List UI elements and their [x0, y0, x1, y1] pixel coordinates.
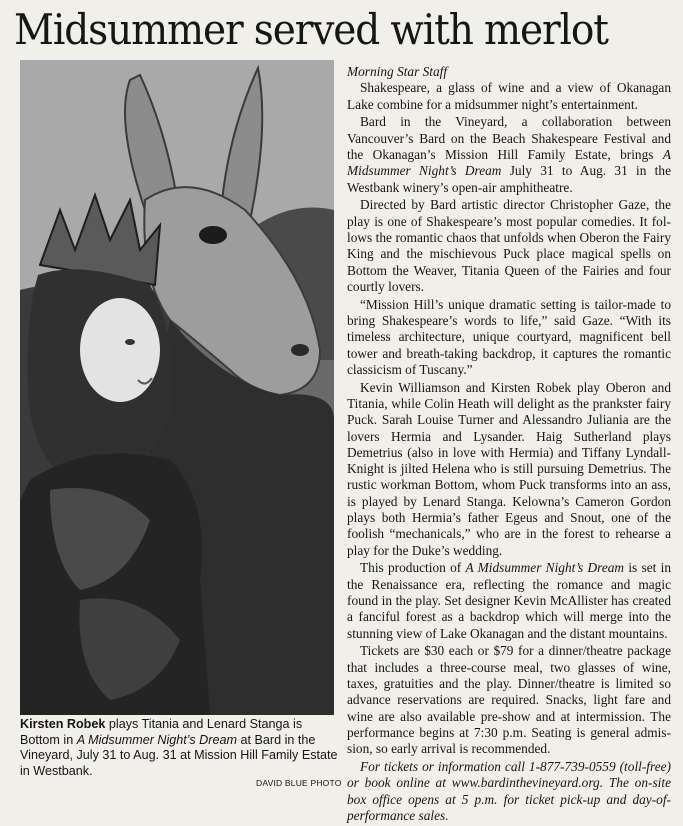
caption-text-post: at Bard in the Vineyard, July 31 to Aug. 31 at Mission Hill Family Estate in Westbank. [20, 732, 338, 778]
article-photo [20, 60, 334, 715]
caption-play-title: A Midsummer Night’s Dream [76, 732, 237, 747]
p2-play-title: A Midsummer Night’s Dream [347, 146, 671, 179]
byline: Morning Star Staff [347, 64, 448, 79]
photo-credit: DAVID BLUE PHOTO [256, 778, 342, 788]
paragraph-3: Directed by Bard artistic director Christopher Gaze, the play is one of Shakespeare’s most popular comedies. It follows the romantic chaos that unfolds when Oberon the Fairy King and the mischievous Puck place magical spells on Bottom the Weaver, Titania Queen of the Fairies and four courtly lovers. [347, 197, 671, 294]
caption-name: Kirsten Robek [20, 717, 106, 731]
p2-text-post: July 31 to Aug. 31 in the Westbank winery’s open-air amphitheatre. [347, 163, 671, 195]
article-body [347, 64, 671, 826]
paragraph-2 [347, 114, 671, 195]
headline: Midsummer served with merlot [14, 5, 608, 54]
p6-text-pre: This production of [360, 560, 466, 576]
paragraph-4: “Mission Hill’s unique dramatic setting is tailor-made to bring Shakespeare’s words to life,” said Gaze. “With its timeless architecture, unique courtyard, magnificent bell tower and breath-taking backdrop, it captures the romantic classicism of Tuscany.” [347, 296, 671, 377]
photo-caption [20, 717, 338, 779]
paragraph-7: Tickets are $30 each or $79 for a dinner/theatre package that includes a three-course meal, two glasses of wine, taxes, gratuities and the play. Dinner/theatre is limited so advance reservations are required. Snacks, light fare and wine are also available pre-show and at intermission. The performance begins at 7:30 p.m. Seating is general admission, so early arrival is recommended. [347, 643, 671, 757]
titania-and-bottom-photo [20, 60, 334, 715]
ticket-info-paragraph: For tickets or information call 1-877-739-0559 (toll-free) or book online at www.bardinthevineyard.org. The on-site box office opens at 5 p.m. for ticket pick-up and day-of-performance sales. [347, 758, 671, 823]
caption-text-pre: plays Titania and Lenard Stanga is Bottom in [20, 717, 303, 747]
p6-text-post: is set in the Renaissance era, reflecting the romance and magic found in the play. Set designer Kevin McAllister has created a fanciful forest as a backdrop which will merge into the stunning view of Lake Okanagan and the distant mountains. [347, 560, 671, 641]
paragraph-6 [347, 560, 671, 641]
p2-text-pre: Bard in the Vineyard, a collaboration between Vancouver’s Bard on the Beach Shakespeare Festival and the Okanagan’s Mission Hill Family Estate, brings [347, 114, 671, 162]
paragraph-5: Kevin Williamson and Kirsten Robek play Oberon and Titania, while Colin Heath will delight as the prankster fairy Puck. Sarah Louise Turner and Alessandro Juliania are the lovers Hermia and Lysander. Haig Sutherland plays Demetrius (also in love with Hermia) and Tiffany Lyndall-Knight is jilted Helena who is still pursuing Demetrius. The rustic workman Bottom, whom Puck transforms into an ass, is played by Lenard Stanga. Kelowna’s Cameron Gordon plays both Hermia’s father Egeus and Snout, one of the foolish “mechanicals,” who are in the forest to rehearse a play for the Duke’s wedding. [347, 379, 671, 558]
p6-play-title: A Midsummer Night’s Dream [465, 560, 625, 576]
paragraph-1: Shakespeare, a glass of wine and a view of Okanagan Lake combine for a midsummer night’s entertainment. [347, 80, 671, 112]
